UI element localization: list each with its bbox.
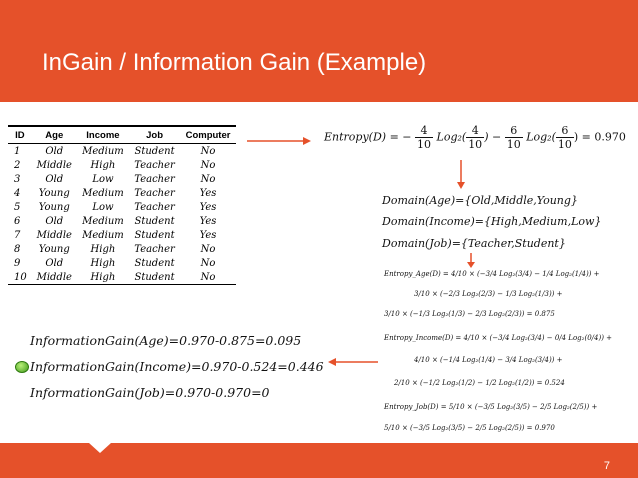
cell-job: Student: [134, 229, 175, 241]
fraction-denominator: 10: [417, 138, 432, 151]
header-age: Age: [45, 129, 64, 141]
fraction: [505, 124, 523, 151]
fraction-denominator: 10: [506, 138, 521, 151]
arrow-left-icon: [328, 355, 378, 369]
calc-job-line-1: Entropy_Job(D) = 5/10 × (−3/5 Log₂(3/5) − 2/5 Log₂(2/5)) +: [384, 403, 598, 411]
entropy-mid: ) −: [484, 130, 502, 144]
cell-id: 9: [14, 257, 21, 269]
cell-id: 1: [14, 145, 21, 157]
table-row: [8, 144, 236, 159]
cell-age: Young: [38, 201, 70, 213]
footer-notch: [89, 443, 111, 453]
cell-job: Teacher: [134, 159, 175, 171]
calc-age-line-2: 3/10 × (−2/3 Log₂(2/3) − 1/3 Log₂(1/3)) +: [414, 290, 563, 298]
cell-job: Teacher: [134, 187, 175, 199]
fraction-numerator: 4: [466, 124, 484, 138]
fraction-numerator: 4: [415, 124, 433, 138]
cell-income: High: [90, 271, 116, 283]
cell-id: 5: [14, 201, 21, 213]
cell-computer: Yes: [199, 229, 217, 241]
cell-age: Old: [45, 215, 64, 227]
cell-income: High: [90, 243, 116, 255]
cell-id: 4: [14, 187, 21, 199]
cell-computer: No: [200, 159, 216, 171]
best-attribute-marker-icon: [15, 361, 29, 373]
calc-job-line-2: 5/10 × (−3/5 Log₂(3/5) − 2/5 Log₂(2/5)) = 0.970: [384, 424, 555, 432]
cell-computer: Yes: [199, 215, 217, 227]
cell-income: Medium: [82, 215, 124, 227]
cell-id: 6: [14, 215, 21, 227]
cell-id: 2: [14, 159, 21, 171]
fraction: [556, 124, 574, 151]
fraction-numerator: 6: [505, 124, 523, 138]
cell-id: 7: [14, 229, 21, 241]
cell-income: Medium: [82, 187, 124, 199]
cell-income: Low: [92, 201, 114, 213]
calc-income-line-2: 4/10 × (−1/4 Log₂(1/4) − 3/4 Log₂(3/4)) +: [414, 356, 563, 364]
entropy-result: ) = 0.970: [573, 130, 626, 144]
gain-income: InformationGain(Income)=0.970-0.524=0.446: [30, 359, 324, 374]
table-row: [8, 242, 236, 256]
header-id: ID: [15, 129, 25, 141]
fraction-denominator: 10: [557, 138, 572, 151]
gain-job: InformationGain(Job)=0.970-0.970=0: [30, 385, 270, 400]
cell-job: Teacher: [134, 243, 175, 255]
header-job: Job: [146, 129, 163, 141]
cell-job: Student: [134, 257, 175, 269]
calc-income-line-1: Entropy_Income(D) = 4/10 × (−3/4 Log₂(3/4) − 0/4 Log₂(0/4)) +: [384, 334, 613, 342]
calc-age-line-3: 3/10 × (−1/3 Log₂(1/3) − 2/3 Log₂(2/3)) = 0.875: [384, 310, 555, 318]
table-row: [8, 214, 236, 228]
arrow-down-icon: [454, 160, 468, 190]
log-term: Log₂(: [436, 130, 467, 144]
domain-age: Domain(Age)={Old,Middle,Young}: [382, 194, 578, 207]
fraction: [466, 124, 484, 151]
table-body: [8, 144, 236, 285]
cell-computer: No: [200, 173, 216, 185]
fraction-denominator: 10: [468, 138, 483, 151]
gain-age: InformationGain(Age)=0.970-0.875=0.095: [30, 333, 302, 348]
table-row: [8, 256, 236, 270]
header-computer: Computer: [185, 129, 231, 141]
training-data-table: [8, 125, 236, 285]
cell-computer: No: [200, 257, 216, 269]
calc-income-line-3: 2/10 × (−1/2 Log₂(1/2) − 1/2 Log₂(1/2)) = 0.524: [394, 379, 565, 387]
cell-income: Medium: [82, 145, 124, 157]
cell-id: 8: [14, 243, 21, 255]
entropy-formula: [324, 124, 626, 151]
domain-job: Domain(Job)={Teacher,Student}: [382, 237, 566, 250]
cell-id: 3: [14, 173, 21, 185]
cell-age: Middle: [36, 159, 72, 171]
cell-age: Old: [45, 257, 64, 269]
page-number: 7: [603, 460, 610, 472]
arrow-down-icon: [465, 253, 477, 269]
cell-age: Old: [45, 173, 64, 185]
table-row: [8, 186, 236, 200]
arrow-right-icon: [247, 134, 313, 148]
cell-income: High: [90, 257, 116, 269]
table-row: [8, 158, 236, 172]
slide-title: InGain / Information Gain (Example): [42, 49, 427, 76]
cell-age: Young: [38, 187, 70, 199]
cell-job: Student: [134, 271, 175, 283]
table-row: [8, 172, 236, 186]
cell-job: Teacher: [134, 173, 175, 185]
cell-job: Student: [134, 145, 175, 157]
table-row: [8, 228, 236, 242]
cell-age: Middle: [36, 229, 72, 241]
cell-computer: Yes: [199, 187, 217, 199]
cell-income: Low: [92, 173, 114, 185]
fraction: [415, 124, 433, 151]
cell-computer: No: [200, 145, 216, 157]
entropy-lhs: Entropy(D) =: [324, 130, 399, 144]
cell-age: Young: [38, 243, 70, 255]
cell-age: Old: [45, 145, 64, 157]
cell-computer: Yes: [199, 201, 217, 213]
calc-age-line-1: Entropy_Age(D) = 4/10 × (−3/4 Log₂(3/4) − 1/4 Log₂(1/4)) +: [384, 270, 600, 278]
entropy-minus: −: [402, 130, 412, 144]
cell-job: Teacher: [134, 201, 175, 213]
cell-job: Student: [134, 215, 175, 227]
cell-computer: No: [200, 271, 216, 283]
fraction-numerator: 6: [556, 124, 574, 138]
table-row: [8, 200, 236, 214]
cell-income: High: [90, 159, 116, 171]
log-term: Log₂(: [526, 130, 556, 144]
cell-id: 10: [14, 271, 27, 283]
cell-income: Medium: [82, 229, 124, 241]
table-row: [8, 270, 236, 285]
header-income: Income: [86, 129, 120, 141]
table-header-row: [8, 126, 236, 144]
cell-computer: No: [200, 243, 216, 255]
cell-age: Middle: [36, 271, 72, 283]
domain-income: Domain(Income)={High,Medium,Low}: [382, 215, 602, 228]
